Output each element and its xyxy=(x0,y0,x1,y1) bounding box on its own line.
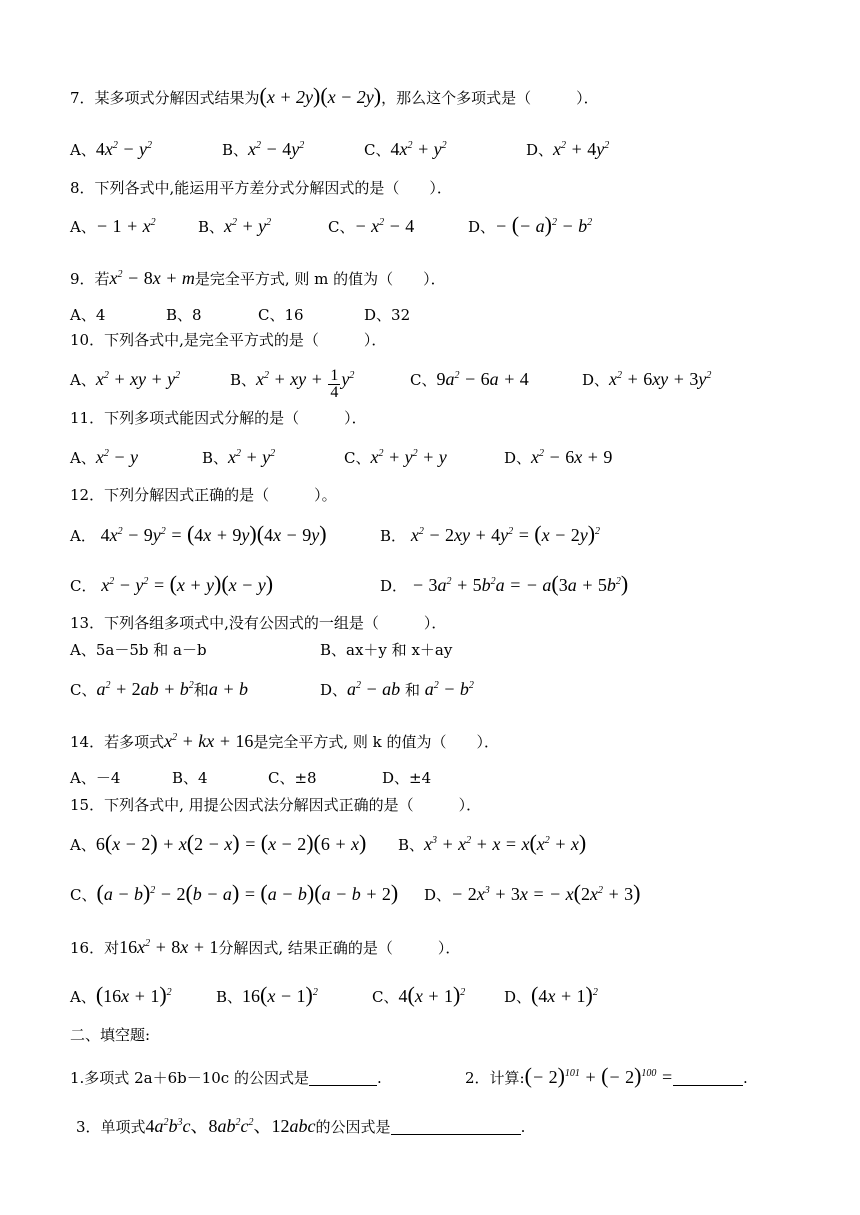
option-c: C． $x^2 - y^2 = (x + y)(x - y)$ xyxy=(70,571,274,596)
question-12-stem: 12．下列分解因式正确的是（ ）。 xyxy=(70,486,337,504)
stem-text: 7．某多项式分解因式结果为 xyxy=(70,89,260,107)
question-12-options-ab xyxy=(70,521,601,546)
option-c: C、16 xyxy=(258,306,304,324)
option-b: B、$x^2 + y^2$ xyxy=(202,447,276,467)
option-d: D、$(4x + 1)^2$ xyxy=(504,982,598,1007)
option-d: D、− $2x^3 + 3x$ = − $x(2x^2 + 3)$ xyxy=(424,880,641,905)
option-d: D、$x^2 + 4y^2$ xyxy=(526,139,610,159)
option-a: A、4 xyxy=(70,306,106,324)
option-a: A、－4 xyxy=(70,769,121,787)
fill-3-text: 3．单项式 xyxy=(76,1118,146,1136)
question-10-stem: 10．下列各式中,是完全平方式的是（ ）． xyxy=(70,331,387,349)
question-15-stem: 15．下列各式中, 用提公因式法分解因式正确的是（ ）． xyxy=(70,796,482,814)
question-13-options-cd xyxy=(70,679,474,700)
fill-3-math: $4a^2b^3c$、$8ab^2c^2$、12abc xyxy=(145,1116,316,1136)
question-15-options-cd xyxy=(70,880,641,905)
fill-2-blank[interactable] xyxy=(673,1069,743,1086)
fill-1-text: 1.多项式 2a＋6b－10c 的公因式是 xyxy=(70,1069,309,1087)
question-7-stem xyxy=(70,83,599,108)
question-10-options xyxy=(70,368,711,401)
option-b: B． $x^2 - 2xy + 4y^2 = (x - 2y)^2$ xyxy=(380,521,601,546)
fill-3: 3．单项式$4a^2b^3c$、$8ab^2c^2$、12abc的公因式是 . xyxy=(76,1116,526,1136)
option-d: D、$x^2 - 6x + 9$ xyxy=(504,447,613,467)
option-c: C、$x^2 + y^2 + y$ xyxy=(344,447,447,467)
option-c: C、±8 xyxy=(268,769,317,787)
question-9-options xyxy=(70,305,410,325)
option-b: B、ax＋y 和 x＋ay xyxy=(320,641,453,659)
question-9-stem: 9．若$x^2 - 8x + m$是完全平方式, 则 m 的值为（ ）． xyxy=(70,268,446,288)
fill-1-blank[interactable] xyxy=(309,1069,377,1086)
option-b: B、$x^2 - 4y^2$ xyxy=(222,139,305,159)
option-a: A、$(16x + 1)^2$ xyxy=(70,982,172,1007)
fill-2-math: (− 2)$^{101}$ + (− 2)$^{100}$ = xyxy=(524,1063,674,1088)
option-c: C、$9a^2 - 6a + 4$ xyxy=(410,369,529,389)
option-c: C、$4(x + 1)^2$ xyxy=(372,982,466,1007)
question-7-options xyxy=(70,139,609,160)
option-d: D、32 xyxy=(364,306,411,324)
option-a: A、6(x − 2) + x(2 − x) = (x − 2)(6 + x) xyxy=(70,830,367,855)
question-11-options xyxy=(70,447,612,468)
section-2-title: 二、填空题: xyxy=(70,1026,151,1044)
option-b: B、$x^2 + y^2$ xyxy=(198,216,272,236)
question-8-stem: 8．下列各式中,能运用平方差分式分解因式的是（ ）． xyxy=(70,179,452,197)
option-b: B、4 xyxy=(172,769,208,787)
question-14-stem: 14．若多项式$x^2$ + kx + 16是完全平方式, 则 k 的值为（ ）． xyxy=(70,731,500,751)
option-d: D、$a^2$ − ab 和 $a^2 - b^2$ xyxy=(320,679,474,699)
question-13-options-ab xyxy=(70,640,452,660)
question-14-options xyxy=(70,768,431,788)
question-13-stem: 13．下列各组多项式中,没有公因式的一组是（ ）． xyxy=(70,614,447,632)
option-d: D、− (− $a)^2 - b^2$ xyxy=(468,212,593,237)
option-a: A． $4x^2 - 9y^2 = (4x + 9y)(4x - 9y)$ xyxy=(70,521,327,546)
question-8-options xyxy=(70,212,593,237)
option-d: D、±4 xyxy=(382,769,432,787)
question-16-options xyxy=(70,982,598,1007)
question-15-options-ab xyxy=(70,830,587,855)
question-16-stem: 16．对$16x^2 + 8x + 1$分解因式, 结果正确的是（ ）． xyxy=(70,937,461,957)
option-b: B、$x^3 + x^2 + x = x(x^2 + x)$ xyxy=(398,830,587,855)
option-a: A、$4x^2 - y^2$ xyxy=(70,139,152,159)
option-b: B、8 xyxy=(166,306,202,324)
stem-text: ，那么这个多项式是（ ）． xyxy=(381,89,599,107)
option-a: A、$x^2$ + xy + $y^2$ xyxy=(70,369,181,389)
option-b: B、$16(x - 1)^2$ xyxy=(216,982,318,1007)
stem-math: (x + 2y)(x − 2y) xyxy=(259,83,382,108)
option-a: A、− $1 + x^2$ xyxy=(70,216,156,236)
option-c: C、$4x^2 + y^2$ xyxy=(364,139,447,159)
fill-3-blank[interactable] xyxy=(391,1118,521,1135)
question-12-options-cd xyxy=(70,571,629,596)
option-c: C、− $x^2 - 4$ xyxy=(328,216,415,236)
option-a: A、5a－5b 和 a－b xyxy=(70,641,207,659)
option-d: D、$x^2 + 6xy + 3y^2$ xyxy=(582,369,712,389)
option-a: A、$x^2 - y$ xyxy=(70,447,138,467)
question-11-stem: 11．下列多项式能因式分解的是（ ）． xyxy=(70,409,367,427)
fill-2-text: 2．计算: xyxy=(465,1069,525,1087)
option-c: C、$(a - b)^2 - 2(b - a) = (a - b)(a - b + 2)$ xyxy=(70,880,399,905)
option-d: D． − $3a^2 + 5b^2a$ = − $a(3a + 5b^2)$ xyxy=(380,571,629,596)
option-b: B、$x^2$ + xy + $\frac{1}{4}$ $y^2$ xyxy=(230,367,355,401)
fill-1: 1.多项式 2a＋6b－10c 的公因式是 . 2．计算:(− 2)$^{101}$ + (− 2)$^{100}$ = . xyxy=(70,1063,748,1088)
option-c: C、$a^2 + 2ab + b^2$和a + b xyxy=(70,679,248,699)
